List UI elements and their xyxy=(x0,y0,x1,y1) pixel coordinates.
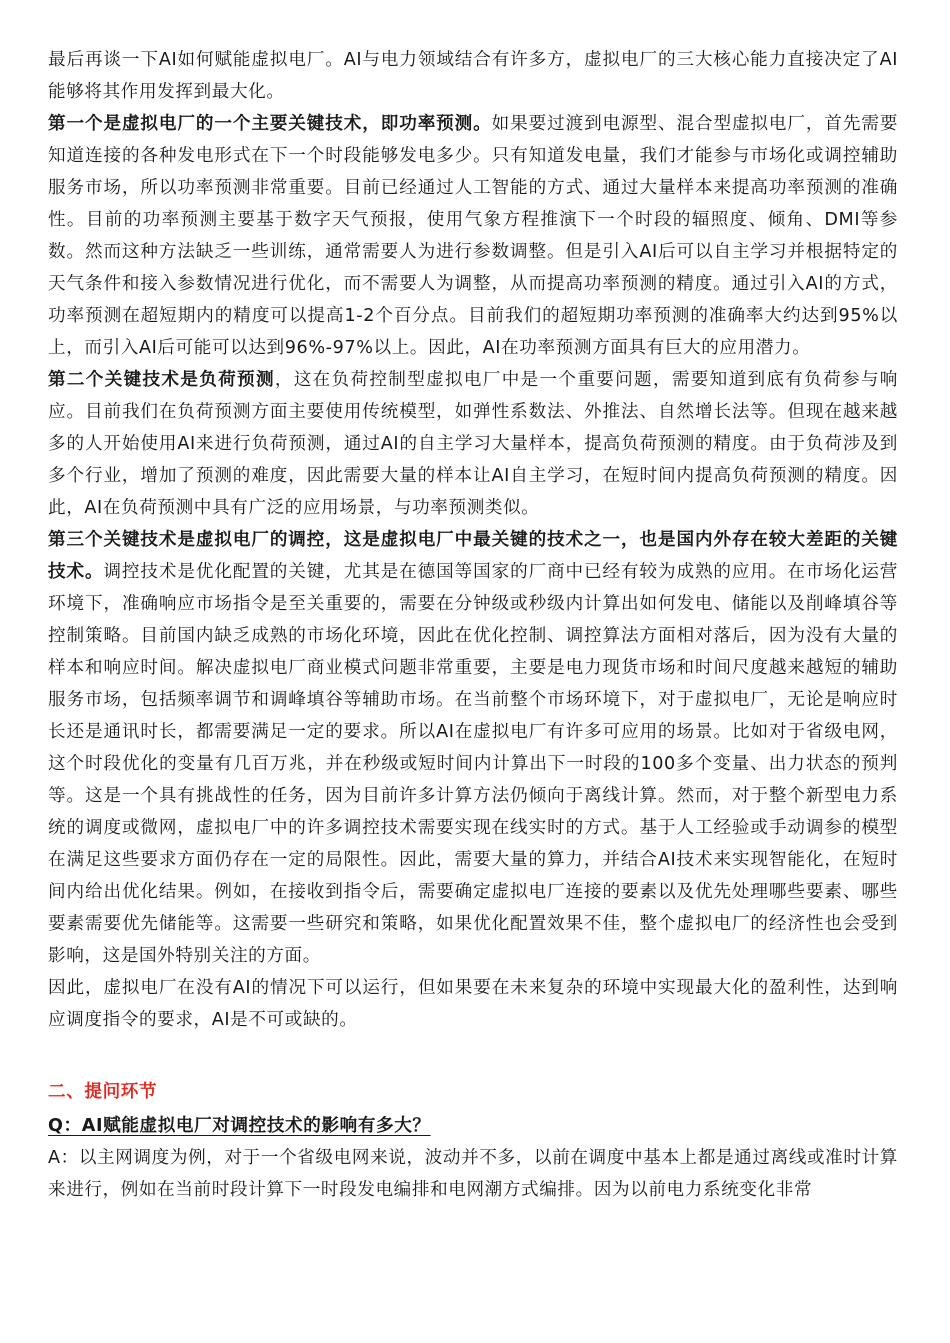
intro-paragraph xyxy=(48,44,898,108)
tech2-paragraph xyxy=(48,364,898,524)
section-heading-qa: 二、提问环节 xyxy=(48,1082,158,1102)
answer-text: A：以主网调度为例，对于一个省级电网来说，波动并不多，以前在调度中基本上都是通过离线或准时计算来进行，例如在当前时段计算下一时段发电编排和电网潮方式编排。因为以前电力系统变化非常 xyxy=(48,1148,898,1200)
conclusion-text: 因此，虚拟电厂在没有AI的情况下可以运行，但如果要在未来复杂的环境中实现最大化的盈利性，达到响应调度指令的要求，AI是不可或缺的。 xyxy=(48,978,898,1030)
tech1-paragraph xyxy=(48,108,898,364)
tech2-text: ，这在负荷控制型虚拟电厂中是一个重要问题，需要知道到底有负荷参与响应。目前我们在负荷预测方面主要使用传统模型，如弹性系数法、外推法、自然增长法等。但现在越来越多的人开始使用AI来进行负荷预测，通过AI的自主学习大量样本，提高负荷预测的精度。由于负荷涉及到多个行业，增加了预测的难度，因此需要大量的样本让AI自主学习，在短时间内提高负荷预测的精度。因此，AI在负荷预测中具有广泛的应用场景，与功率预测类似。 xyxy=(48,370,898,518)
answer-paragraph xyxy=(48,1142,898,1206)
tech3-text: 调控技术是优化配置的关键，尤其是在德国等国家的厂商中已经有较为成熟的应用。在市场化运营环境下，准确响应市场指令是至关重要的，需要在分钟级或秒级内计算出如何发电、储能以及削峰填谷等控制策略。目前国内缺乏成熟的市场化环境，因此在优化控制、调控算法方面相对落后，因为没有大量的样本和响应时间。解决虚拟电厂商业模式问题非常重要，主要是电力现货市场和时间尺度越来越短的辅助服务市场，包括频率调节和调峰填谷等辅助市场。在当前整个市场环境下，对于虚拟电厂，无论是响应时长还是通讯时长，都需要满足一定的要求。所以AI在虚拟电厂有许多可应用的场景。比如对于省级电网，这个时段优化的变量有几百万兆，并在秒级或短时间内计算出下一时段的100多个变量、出力状态的预判等。这是一个具有挑战性的任务，因为目前许多计算方法仍倾向于离线计算。然而，对于整个新型电力系统的调度或微网，虚拟电厂中的许多调控技术需要实现在线实时的方式。基于人工经验或手动调参的模型在满足这些要求方面仍存在一定的局限性。因此，需要大量的算力，并结合AI技术来实现智能化，在短时间内给出优化结果。例如，在接收到指令后，需要确定虚拟电厂连接的要素以及优先处理哪些要素、哪些要素需要优先储能等。这需要一些研究和策略，如果优化配置效果不佳，整个虚拟电厂的经济性也会受到影响，这是国外特别关注的方面。 xyxy=(48,562,898,966)
tech3-lead: 第三个关键技术是虚拟电厂的调控，这是虚拟电厂中最关键的技术之一，也是国内外存在较大差距的关键技术。 xyxy=(48,530,898,582)
document-page xyxy=(48,44,898,1206)
tech3-paragraph xyxy=(48,524,898,972)
intro-text: 最后再谈一下AI如何赋能虚拟电厂。AI与电力领域结合有许多方，虚拟电厂的三大核心能力直接决定了AI能够将其作用发挥到最大化。 xyxy=(48,50,898,102)
tech1-lead: 第一个是虚拟电厂的一个主要关键技术，即功率预测。 xyxy=(48,114,492,134)
question-text: Q：AI赋能虚拟电厂对调控技术的影响有多大？ xyxy=(48,1116,431,1136)
conclusion-paragraph xyxy=(48,972,898,1036)
tech1-text: 如果要过渡到电源型、混合型虚拟电厂，首先需要知道连接的各种发电形式在下一个时段能够发电多少。只有知道发电量，我们才能参与市场化或调控辅助服务市场，所以功率预测非常重要。目前已经通过人工智能的方式、通过大量样本来提高功率预测的准确性。目前的功率预测主要基于数字天气预报，使用气象方程推演下一个时段的辐照度、倾角、DMI等参数。然而这种方法缺乏一些训练，通常需要人为进行参数调整。但是引入AI后可以自主学习并根据特定的天气条件和接入参数情况进行优化，而不需要人为调整，从而提高功率预测的精度。通过引入AI的方式，功率预测在超短期内的精度可以提高1-2个百分点。目前我们的超短期功率预测的准确率大约达到95%以上，而引入AI后可能可以达到96%-97%以上。因此，AI在功率预测方面具有巨大的应用潜力。 xyxy=(48,114,899,358)
tech2-lead: 第二个关键技术是负荷预测 xyxy=(48,370,275,390)
